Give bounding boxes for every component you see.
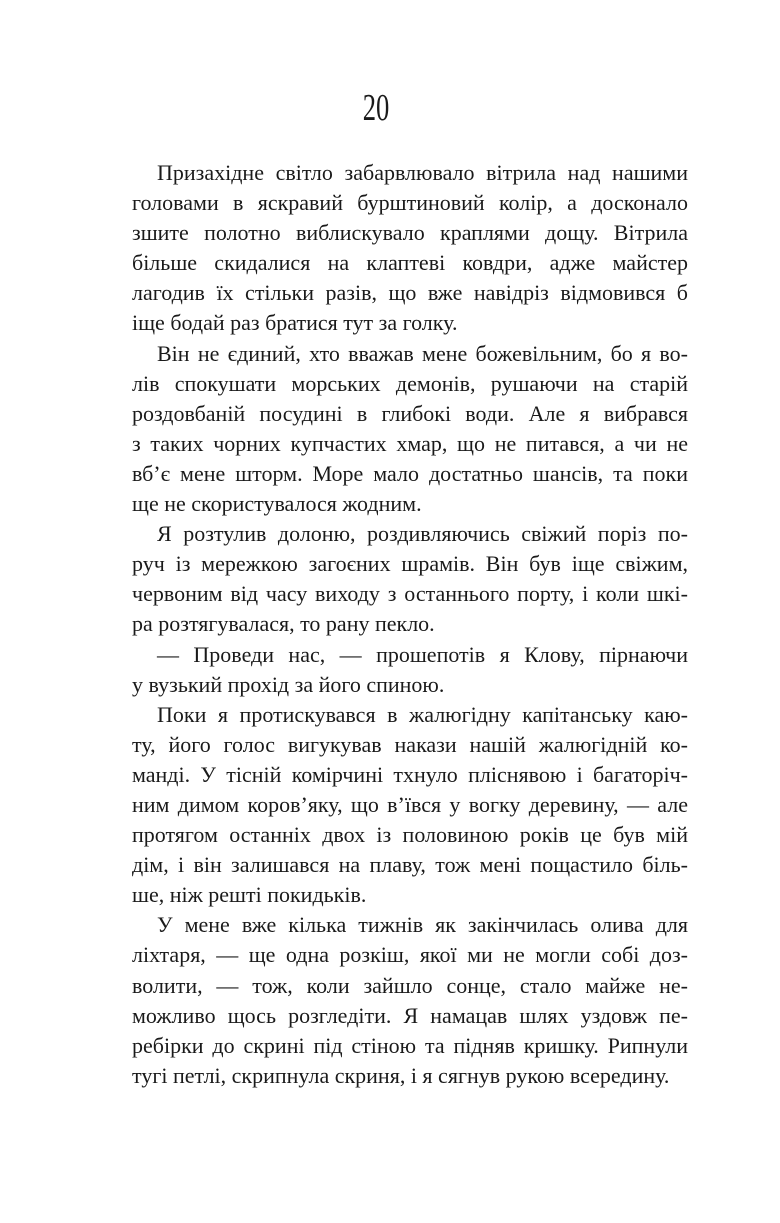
page-text (132, 158, 688, 1091)
paragraph (132, 910, 688, 1091)
text-line: Поки я протискувався в жалюгідну капітанську каю- (157, 701, 688, 727)
text-line: ше, ніж решті покидьків. (132, 882, 367, 908)
text-line: зшите полотно виблискувало краплями дощу. Вітрила (132, 220, 688, 246)
paragraph (132, 700, 688, 911)
paragraph (132, 339, 688, 520)
text-line: протягом останніх двох із половиною років це був мій (132, 822, 688, 848)
text-line: більше скидалися на клаптеві ковдри, адже майстер (132, 250, 688, 276)
text-line: Призахідне світло забарвлювало вітрила над нашими (157, 160, 688, 185)
paragraph (132, 519, 688, 639)
text-line: У мене вже кілька тижнів як закінчилась олива для (157, 912, 688, 938)
text-line: можливо щось розгледіти. Я намацав шлях уздовж пе- (132, 1002, 688, 1028)
text-line: ще не скористувалося жодним. (132, 491, 422, 517)
page-number-digits: 20 (362, 87, 390, 129)
text-line: вб’є мене шторм. Море мало достатньо шансів, та поки (132, 460, 688, 486)
paragraph (132, 640, 688, 700)
text-line: іще бодай раз братися тут за голку. (132, 310, 458, 336)
text-line: ту, його голос вигукував накази нашій жалюгідній ко- (132, 731, 688, 757)
text-line: — Проведи нас, — прошепотів я Клову, пірнаючи (157, 641, 688, 667)
text-line: ра розтягувалася, то рану пекло. (132, 611, 435, 637)
page-number (0, 88, 752, 128)
text-line: Він не єдиний, хто вважав мене божевільним, бо я во- (157, 340, 688, 366)
text-line: волити, — тож, коли зайшло сонце, стало майже не- (132, 972, 688, 998)
text-line: манді. У тісній комірчині тхнуло пліснявою і багаторіч- (132, 761, 688, 787)
text-line: лагодив їх стільки разів, що вже навідріз відмовився б (132, 280, 688, 306)
text-line: руч із мережкою загоєних шрамів. Він був іще свіжим, (132, 551, 688, 577)
text-line: червоним від часу виходу з останнього порту, і коли шкі- (132, 581, 688, 607)
text-line: тугі петлі, скрипнула скриня, і я сягнув рукою всередину. (132, 1062, 670, 1088)
text-line: дім, і він залишався на плаву, тож мені пощастило біль- (132, 852, 688, 878)
text-line: ребірки до скрині під стіною та підняв кришку. Рипнули (132, 1032, 688, 1058)
text-line: Я розтулив долоню, роздивляючись свіжий поріз по- (157, 521, 688, 547)
text-line: ліхтаря, — ще одна розкіш, якої ми не могли собі доз- (132, 942, 688, 968)
text-line: роздовбаній посудині в глибокі води. Але я вибрався (132, 400, 688, 426)
text-line: головами в яскравий бурштиновий колір, а досконало (132, 190, 688, 216)
text-line: ним димом коров’яку, що в’ївся у вогку деревину, — але (132, 791, 688, 817)
text-line: у вузький прохід за його спиною. (132, 671, 445, 697)
text-line: лів спокушати морських демонів, рушаючи на старій (132, 370, 688, 396)
text-line: з таких чорних купчастих хмар, що не питався, а чи не (132, 430, 688, 456)
paragraph (132, 158, 688, 339)
